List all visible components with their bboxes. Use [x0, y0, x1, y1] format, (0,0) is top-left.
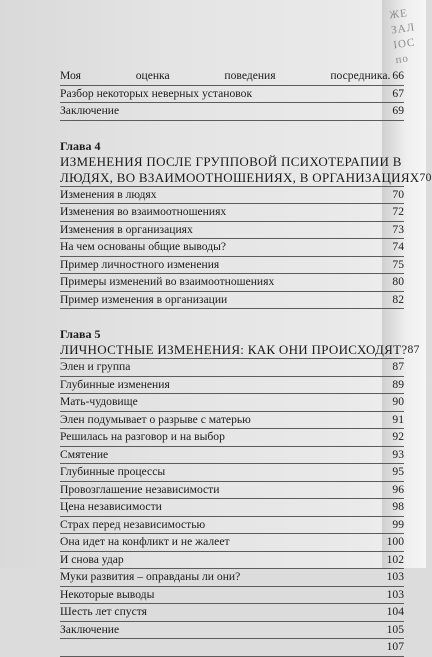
toc-entry[interactable] [60, 257, 404, 275]
toc-entry-page: 73 [392, 222, 404, 236]
toc-entry-page: 107 [386, 640, 404, 653]
toc-entry-page: 69 [392, 104, 404, 117]
toc-entry[interactable] [60, 86, 404, 104]
toc-entry-title: Элен подумывает о разрыве с матерью [60, 412, 251, 426]
toc-entry-title: Разбор некоторых неверных установок [60, 86, 253, 100]
toc-entry[interactable] [60, 587, 404, 605]
toc-entry-title: Изменения в людях [60, 187, 157, 201]
toc-entry-title: Провозглашение независимости [60, 482, 220, 496]
chapter-title-line: ИЗМЕНЕНИЯ ПОСЛЕ ГРУППОВОЙ ПСИХОТЕРАПИИ В [60, 153, 402, 169]
toc-entry[interactable] [60, 274, 404, 292]
toc-entry[interactable] [60, 464, 404, 482]
toc-entry-title: На чем основаны общие выводы? [60, 240, 227, 253]
toc-entry-page: 66 [392, 69, 404, 82]
toc-entry-title: Изменения во взаимоотношениях [60, 205, 227, 218]
toc-entry[interactable] [60, 239, 404, 257]
toc-entry[interactable] [60, 639, 404, 657]
toc-entry-page: 91 [392, 412, 404, 426]
toc-entry[interactable] [60, 429, 404, 447]
chapter-title-line [60, 342, 420, 359]
toc-entry-title [60, 68, 390, 85]
toc-entry-title: И снова удар [60, 552, 124, 566]
toc-entry[interactable] [60, 482, 404, 500]
toc-entry[interactable] [60, 292, 404, 310]
toc-entry-page: 90 [392, 395, 404, 408]
chapter-title-page: 87 [407, 343, 420, 356]
chapter-title-page: 70 [419, 170, 432, 184]
word: посредника. [330, 69, 391, 82]
chapter-label: Глава 5 [60, 327, 101, 341]
toc-entry[interactable] [60, 622, 404, 640]
table-of-contents [60, 68, 432, 657]
toc-entry[interactable] [60, 447, 404, 465]
chapter-title-text: ЛЮДЯХ, ВО ВЗАИМООТНОШЕНИЯХ, В ОРГАНИЗАЦИЯХ [60, 169, 420, 185]
toc-entry-title: Глубинные изменения [60, 377, 170, 391]
toc-entry-title: Глубинные процессы [60, 465, 166, 478]
toc-entry-wrapped[interactable] [60, 68, 404, 86]
toc-entry-page: 105 [386, 622, 404, 636]
chapter-title-line [60, 169, 432, 187]
toc-entry-page: 74 [392, 240, 404, 253]
toc-entry-page: 89 [392, 377, 404, 391]
toc-entry-page: 82 [392, 292, 404, 306]
toc-entry[interactable] [60, 569, 404, 587]
toc-entry-title: Примеры изменений во взаимоотношениях [60, 275, 275, 288]
toc-entry-page: 67 [392, 86, 404, 100]
toc-entry[interactable] [60, 222, 404, 240]
toc-entry-title: Элен и группа [60, 360, 131, 373]
toc-entry-title: Решилась на разговор и на выбор [60, 430, 225, 443]
toc-entry[interactable] [60, 499, 404, 517]
toc-entry-title: Заключение [60, 622, 120, 636]
toc-entry-page: 100 [386, 535, 404, 548]
toc-entry-title: Шесть лет спустя [60, 605, 147, 618]
chapter-title[interactable] [60, 153, 432, 187]
word: поведения [224, 69, 276, 82]
toc-entry-page: 103 [386, 570, 404, 583]
toc-entry[interactable] [60, 412, 404, 430]
toc-entry[interactable] [60, 103, 404, 121]
next-page-edge-text: ЖЕ ЗАЛ IOC по [388, 7, 417, 67]
toc-entry-page: 87 [392, 360, 404, 373]
word: оценка [135, 69, 170, 82]
toc-entry-title: Цена независимости [60, 500, 162, 513]
toc-entry-page: 104 [386, 605, 404, 618]
toc-entry-page: 96 [392, 482, 404, 496]
toc-entry-page: 80 [392, 275, 404, 288]
toc-entry-title: Пример личностного изменения [60, 257, 220, 271]
toc-entry-page: 75 [392, 257, 404, 271]
toc-entry-title: Заключение [60, 104, 120, 117]
chapter-title[interactable] [60, 342, 420, 359]
toc-entry-title: Страх перед независимостью [60, 517, 206, 531]
toc-entry-title: Пример изменения в организации [60, 292, 228, 306]
toc-entry-page: 99 [392, 517, 404, 531]
toc-entry[interactable] [60, 204, 404, 222]
toc-entry[interactable] [60, 534, 404, 552]
toc-entry-page: 102 [386, 552, 404, 566]
toc-entry-page: 103 [386, 587, 404, 601]
toc-entry[interactable] [60, 377, 404, 395]
toc-entry-title: Мать-чудовище [60, 395, 138, 408]
toc-entry-page: 93 [392, 447, 404, 461]
toc-entry[interactable] [60, 604, 404, 622]
toc-entry-page: 95 [392, 465, 404, 478]
toc-entry-title: Некоторые выводы [60, 587, 155, 601]
toc-entry[interactable] [60, 517, 404, 535]
chapter-title-text: ЛИЧНОСТНЫЕ ИЗМЕНЕНИЯ: КАК ОНИ ПРОИСХОДЯТ? [60, 342, 408, 357]
toc-entry-title: Муки развития – оправданы ли они? [60, 570, 241, 583]
toc-entry[interactable] [60, 394, 404, 412]
toc-entry[interactable] [60, 187, 404, 205]
toc-entry-title: Она идет на конфликт и не жалеет [60, 535, 230, 548]
chapter-label: Глава 4 [60, 138, 101, 153]
toc-entry-page: 72 [392, 205, 404, 218]
toc-entry[interactable] [60, 552, 404, 570]
toc-entry-page: 70 [392, 187, 404, 201]
word: Моя [60, 69, 81, 82]
toc-entry-title: Изменения в организациях [60, 222, 193, 236]
toc-entry[interactable] [60, 359, 404, 377]
toc-entry-page: 92 [392, 430, 404, 443]
toc-entry-title: Смятение [60, 447, 109, 461]
toc-entry-page: 98 [392, 500, 404, 513]
